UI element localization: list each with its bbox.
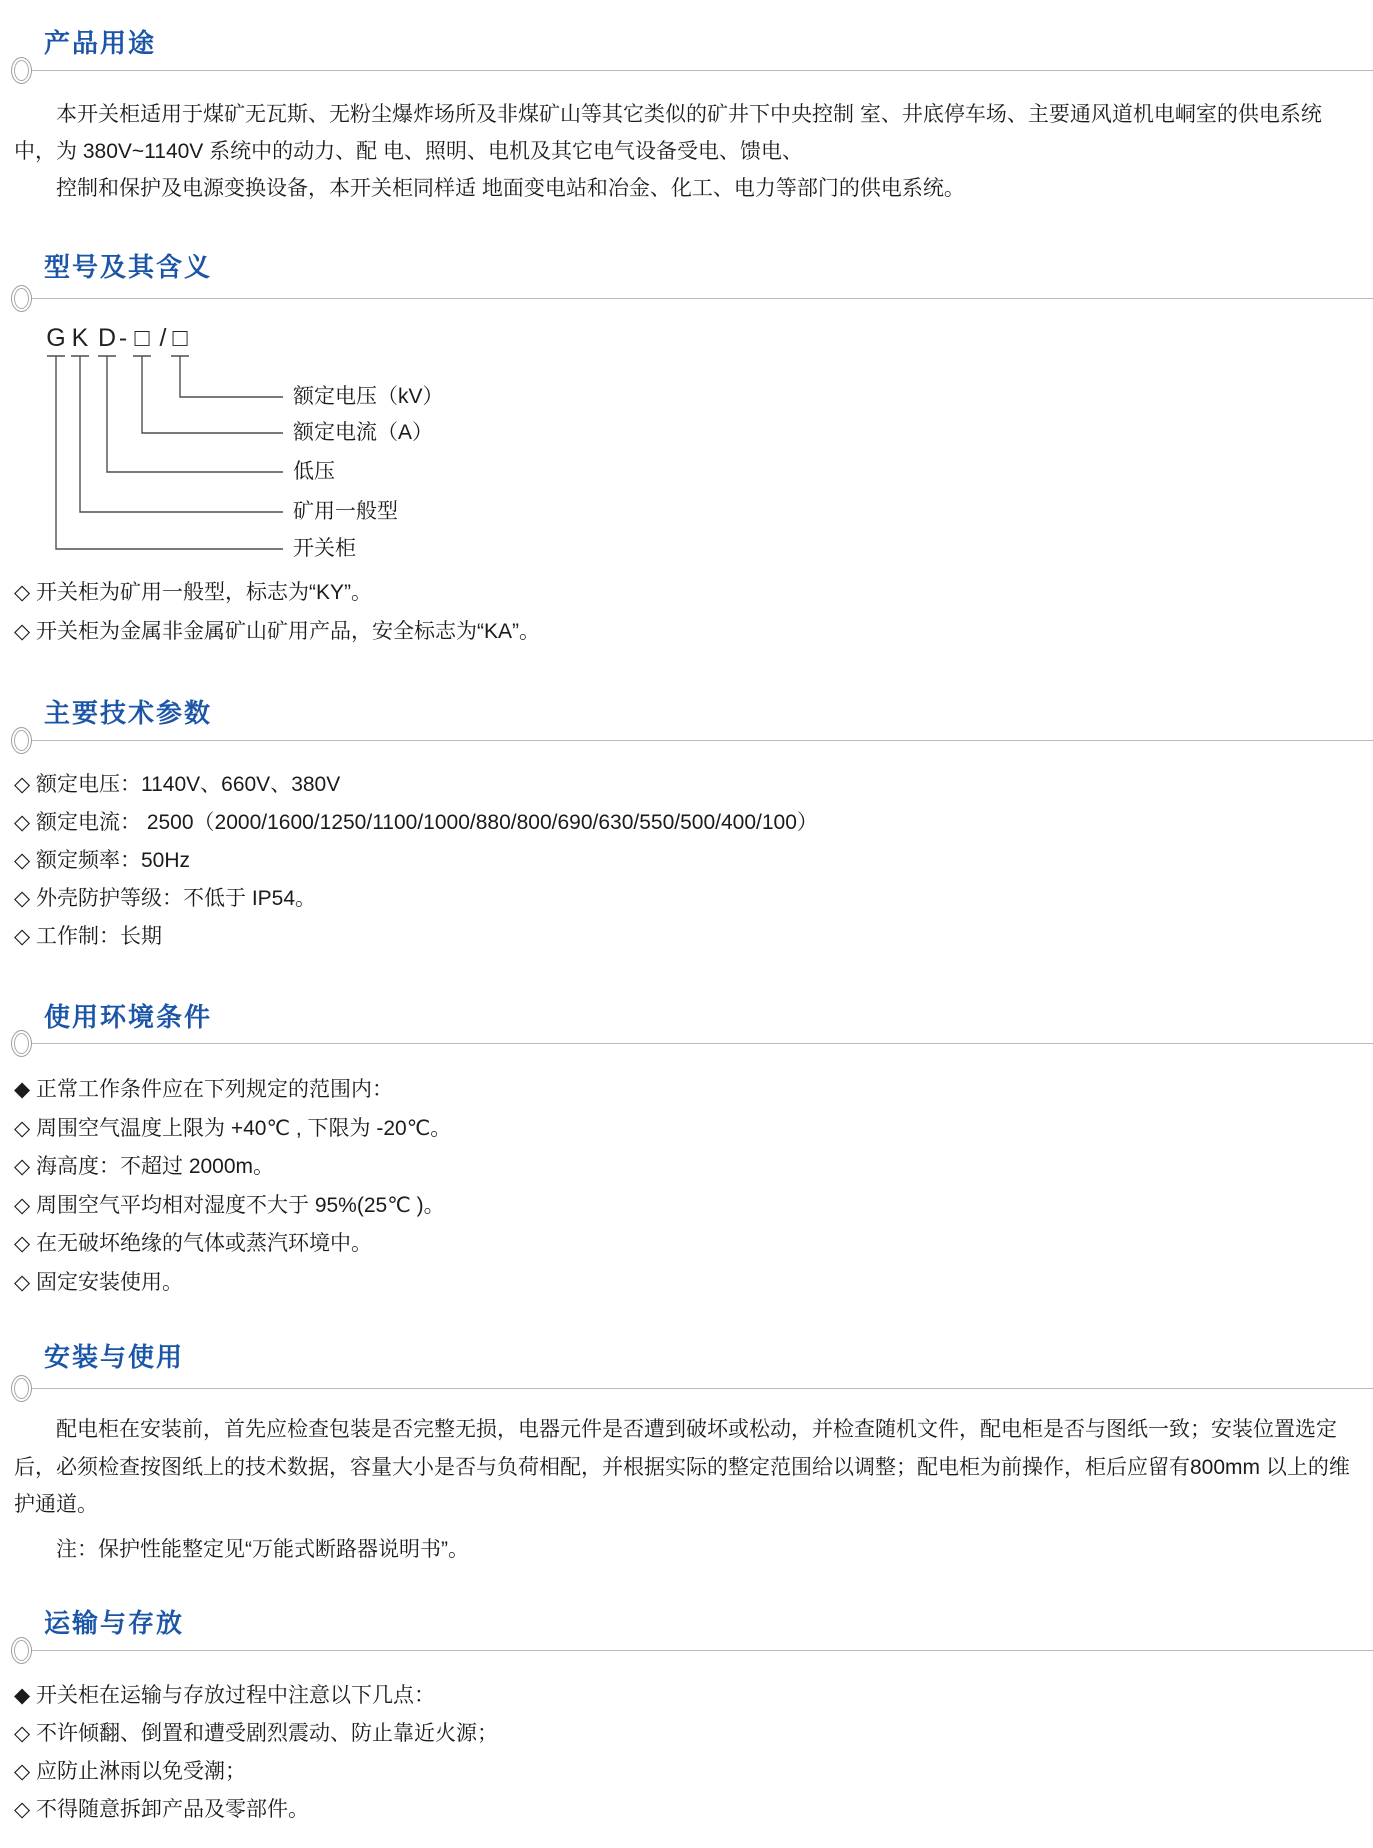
environment-item: ◇ 海高度：不超过 2000m。 [14, 1155, 275, 1178]
model-note-item: ◇ 开关柜为矿用一般型，标志为“KY”。 [14, 581, 372, 604]
section-title-params: 主要技术参数 [44, 698, 213, 728]
ring-ornament-icon [11, 1637, 32, 1664]
params-item: ◇ 工作制：长期 [14, 925, 162, 948]
usage-paragraph: 本开关柜适用于煤矿无瓦斯、无粉尘爆炸场所及非煤矿山等其它类似的矿井下中央控制 室、井底停车场、主要通风道机电峒室的供电系统中，为 380V~1140V 系统中的动力、配 电、照明、电机及其它电气设备受电、馈电、 [14, 103, 1322, 163]
params-item: ◇ 额定电压：1140V、660V、380V [14, 773, 341, 796]
model-code-dash: - [118, 324, 128, 352]
params-list [14, 766, 1359, 956]
transport-item: ◇ 不许倾翻、倒置和遭受剧烈震动、防止靠近火源； [14, 1722, 498, 1745]
section-divider [31, 1043, 1373, 1044]
ring-ornament-icon [11, 1375, 32, 1402]
model-code-letter: D [97, 324, 117, 352]
params-item: ◇ 外壳防护等级：不低于 IP54。 [14, 887, 317, 910]
environment-item: ◇ 在无破坏绝缘的气体或蒸汽环境中。 [14, 1232, 372, 1255]
section-divider [31, 70, 1373, 71]
environment-item: ◇ 周围空气平均相对湿度不大于 95%(25℃ )。 [14, 1193, 445, 1217]
section-title-transport: 运输与存放 [44, 1608, 185, 1638]
transport-list [14, 1677, 1359, 1829]
install-paragraphs [14, 1411, 1359, 1568]
section-title-model: 型号及其含义 [44, 252, 213, 282]
model-code-label: 矿用一般型 [293, 500, 398, 523]
section-title-install: 安装与使用 [44, 1342, 185, 1372]
section-divider [31, 1650, 1373, 1651]
section-title-environment: 使用环境条件 [44, 1002, 213, 1032]
model-code-label: 低压 [293, 460, 335, 483]
environment-item: ◇ 周围空气温度上限为 +40℃ , 下限为 -20℃。 [14, 1116, 452, 1140]
section-divider [31, 1388, 1373, 1389]
ring-ornament-icon [11, 1030, 32, 1057]
model-code-label: 额定电压（kV） [293, 385, 444, 408]
ring-ornament-icon [11, 57, 32, 84]
ring-ornament-icon [11, 727, 32, 754]
usage-paragraphs [14, 96, 1359, 207]
transport-item: ◇ 不得随意拆卸产品及零部件。 [14, 1798, 309, 1821]
params-item: ◇ 额定频率：50Hz [14, 849, 191, 872]
transport-item: ◆ 开关柜在运输与存放过程中注意以下几点： [14, 1684, 435, 1707]
install-note: 注：保护性能整定见“万能式断路器说明书”。 [56, 1537, 469, 1561]
ring-ornament-icon [11, 285, 32, 312]
environment-item: ◇ 固定安装使用。 [14, 1270, 183, 1294]
model-code-diagram [0, 322, 760, 567]
model-code-label: 开关柜 [293, 537, 356, 560]
model-code-letter: K [71, 324, 89, 352]
environment-list [14, 1071, 1359, 1302]
section-title-usage: 产品用途 [44, 28, 157, 58]
params-item: ◇ 额定电流： 2500（2000/1600/1250/1100/1000/880/800/690/630/550/500/400/100） [14, 811, 818, 834]
model-code-letter: G [46, 324, 66, 352]
model-code-placeholder-box: □ [134, 324, 150, 352]
transport-item: ◇ 应防止淋雨以免受潮； [14, 1760, 246, 1783]
section-divider [31, 298, 1373, 299]
model-notes-list [14, 574, 1359, 651]
model-code-placeholder-box: □ [172, 324, 188, 352]
section-divider [31, 740, 1373, 741]
usage-paragraph: 控制和保护及电源变换设备，本开关柜同样适 地面变电站和冶金、化工、电力等部门的供电系统。 [56, 177, 965, 200]
model-code-label: 额定电流（A） [293, 421, 434, 444]
model-note-item: ◇ 开关柜为金属非金属矿山矿用产品，安全标志为“KA”。 [14, 619, 540, 643]
model-code-slash: / [159, 324, 167, 352]
environment-item: ◆ 正常工作条件应在下列规定的范围内： [14, 1078, 393, 1101]
install-paragraph: 配电柜在安装前，首先应检查包装是否完整无损，电器元件是否遭到破坏或松动，并检查随机文件，配电柜是否与图纸一致；安装位置选定后，必须检查按图纸上的技术数据，容量大小是否与负荷相配，并根据实际的整定范围给以调整；配电柜为前操作，柜后应留有800mm 以上的维护通道。 [14, 1418, 1350, 1516]
